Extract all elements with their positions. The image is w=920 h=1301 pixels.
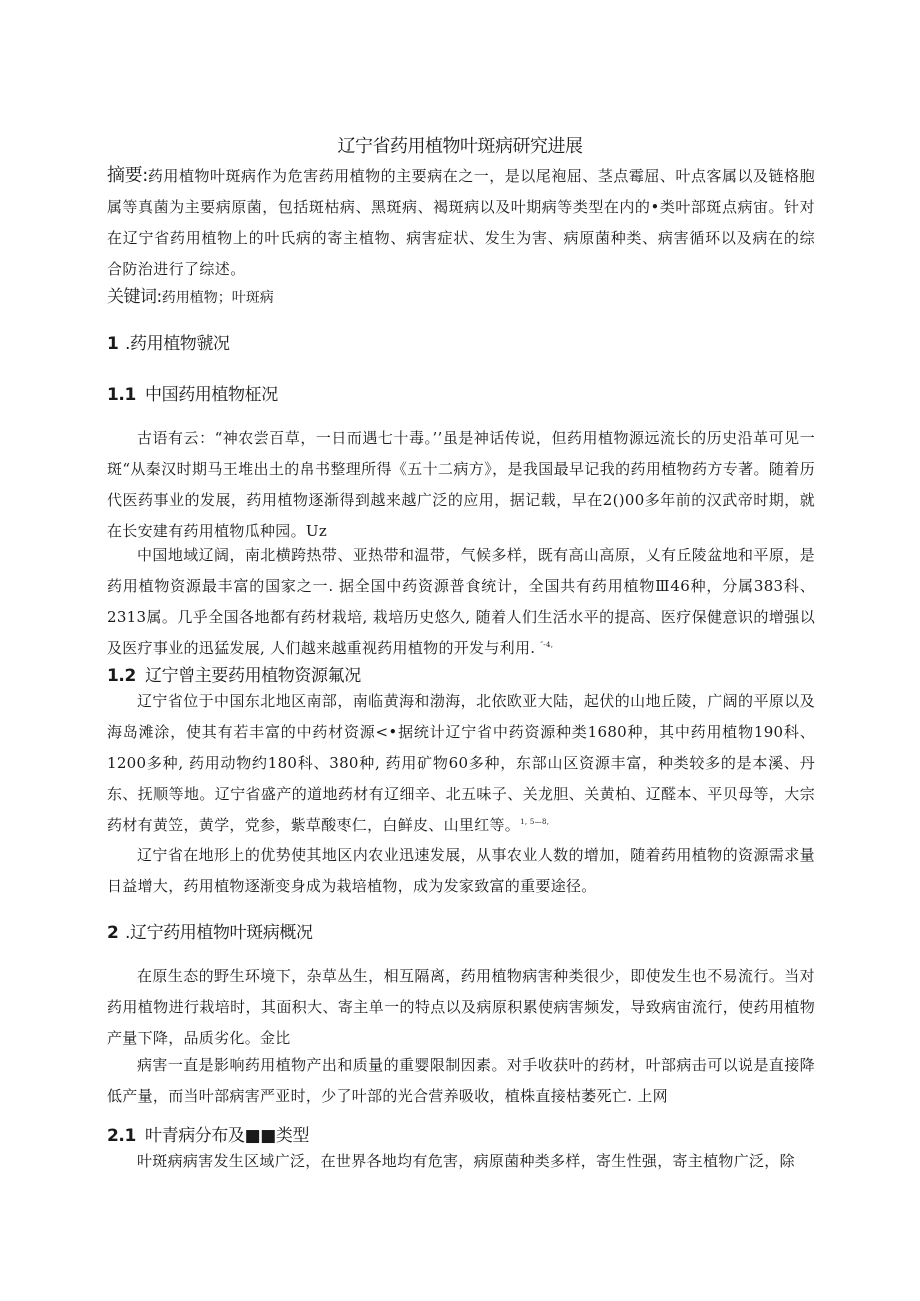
paragraph: 病害一直是影响药用植物产出和质量的重婴限制因素。对手收获叶的药材，叶部病击可以说是直接降低产量，而当叶部病害严亚时，少了叶部的光合营养吸收，植株直接枯萎死亡. 上网	[107, 1056, 815, 1105]
paragraph: 古语有云：“神农尝百草，一日而遇七十毒。’’虽是神话传说，但药用植物源远流长的历史沿革可见一斑“从秦汉时期马王堆出土的帛书整理所得《五十二病方》，是我国最早记我的药用植物药方专著。随着历代医药事业的发展，药用植物逐渐得到越来越广泛的应用，据记载，早在2()00多年前的汉武帝时期，就在长安建有药用植物瓜种园。Uz	[107, 429, 815, 540]
section-number: 1.1	[107, 385, 136, 405]
paragraph-text: 中国地域辽阔，南北横跨热带、亚热带和温带，气候多样，既有高山高原，乂有丘陵盆地和平原，是药用植物资源最丰富的国家之一. 据全国中药资源普食统计，全国共有药用植物Ⅲ46种，分属383科、2313属。几乎全国各地都有药材栽培, 栽培历史悠久, 随着人们生活水平的提高、医疗保健意识的增强以及医疗事业的迅猛发展, 人们越来越重视药用植物的开发与利用.	[107, 546, 815, 657]
citation: 1, 5—8,	[520, 818, 550, 826]
paragraph: 辽宁省在地形上的优势使其地区内农业迅速发展，从事农业人数的增加，随着药用植物的资源需求量日益增大，药用植物逐渐变身成为栽培植物，成为发家致富的重要途径。	[107, 846, 815, 895]
keywords-label: 关键词:	[107, 287, 162, 307]
section-number: 2.1	[107, 1126, 136, 1146]
section-title: .辽宁药用植物叶斑病概况	[125, 923, 313, 943]
section-heading-1-1	[107, 380, 278, 405]
section-title: 辽宁曾主要药用植物资源氟况	[145, 666, 361, 686]
document-title: 辽宁省药用植物叶斑病研究进展	[337, 136, 583, 157]
citation: ″-4,	[540, 641, 554, 649]
section-heading-2-1	[107, 1121, 309, 1146]
section-title: .药用植物虢况	[125, 334, 230, 354]
section-heading-1-2	[107, 661, 361, 686]
paragraph-text: 辽宁省位于中国东北地区南部，南临黄海和渤海，北依欧亚大陆，起伏的山地丘陵，广阔的平原以及海岛滩涂，使其有若丰富的中药材资源<•据统计辽宁省中药资源种类1680种，其中药用植物190科、1200多种, 药用动物约180科、380种, 药用矿物60多种，东部山区资源丰富，种类较多的是本溪、丹东、抚顺等地。辽宁省盛产的道地药材有辽细辛、北五味子、关龙胆、关黄柏、辽醛本、平贝母等，大宗药材有黄笠，黄学，党参，紫草酸枣仁，白鲜皮、山里红等。	[107, 692, 815, 834]
section-title: 中国药用植物柾况	[145, 385, 278, 405]
abstract-text: 药用植物叶斑病作为危害药用植物的主要病在之一，是以尾袍屈、茎点霉屈、叶点客属以及链格胞属等真菌为主要病原菌，包括斑枯病、黑斑病、褐斑病以及叶期病等类型在内的•类叶部斑点病宙。针对在辽宁省药用植物上的叶氏病的寄主植物、病害症状、发生为害、病原菌种类、病害循环以及病在的综合防治进行了综述。	[107, 167, 815, 278]
paragraph: 在原生态的野生环境下，杂草丛生，相互隔离，药用植物病害种类很少，即使发生也不易流行。当对药用植物进行栽培时，其面积大、寄主单一的特点以及病原积累使病害频发，导致病宙流行，使药用植物产量下降，品质劣化。金比	[107, 967, 815, 1047]
section-number: 1	[107, 334, 119, 354]
section-title: 叶青病分布及■■类型	[145, 1126, 310, 1146]
paragraph: 叶斑病病害发生区域广泛，在世界各地均有危害，病原菌种类多样，寄生性强，寄主植物广泛，除	[137, 1152, 795, 1170]
section-heading-1	[107, 329, 230, 354]
paragraph	[107, 686, 815, 841]
abstract-label: 摘要:	[107, 165, 148, 186]
keywords-text: 药用植物；叶斑病	[161, 290, 274, 306]
abstract	[107, 160, 815, 285]
section-number: 2	[107, 923, 119, 943]
paragraph	[107, 540, 815, 664]
section-heading-2	[107, 918, 313, 943]
section-number: 1.2	[107, 666, 136, 686]
keywords	[107, 284, 815, 311]
